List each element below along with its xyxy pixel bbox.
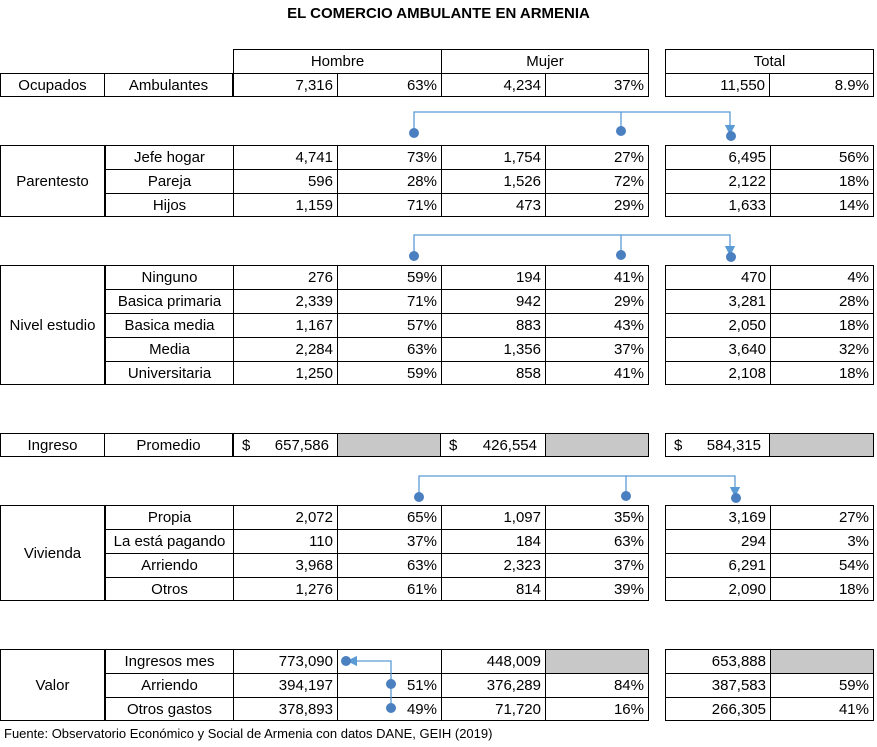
vivienda-hombre-count: 2,072 xyxy=(233,505,337,529)
vivienda-total-count: 6,291 xyxy=(665,553,770,577)
nivel-hombre-count: 1,167 xyxy=(233,313,337,337)
valor-hombre-pct: 51% xyxy=(337,673,441,697)
vivienda-mujer-count: 814 xyxy=(441,577,545,601)
parentesto-total-pct: 18% xyxy=(770,169,874,193)
vivienda-row-label: Arriendo xyxy=(105,553,233,577)
nivel-hombre-pct: 57% xyxy=(337,313,441,337)
parentesto-mujer-count: 473 xyxy=(441,193,545,217)
parentesto-mujer-count: 1,754 xyxy=(441,145,545,169)
valor-mujer-count: 448,009 xyxy=(441,649,545,673)
ocupados-mujer-count: 4,234 xyxy=(441,73,545,97)
valor-total-pct: 41% xyxy=(770,697,874,721)
vivienda-mujer-count: 2,323 xyxy=(441,553,545,577)
vivienda-total-pct: 27% xyxy=(770,505,874,529)
hombre-marker xyxy=(409,251,419,261)
mujer-marker xyxy=(621,491,631,501)
ocupados-total-pct: 8.9% xyxy=(770,73,874,97)
nivel-hombre-pct: 71% xyxy=(337,289,441,313)
valor-mujer-pct: 16% xyxy=(545,697,649,721)
nivel-total-pct: 28% xyxy=(770,289,874,313)
parentesto-mujer-pct: 72% xyxy=(545,169,649,193)
nivel-mujer-count: 942 xyxy=(441,289,545,313)
arriendo-marker xyxy=(386,679,396,689)
parentesto-row-label: Pareja xyxy=(105,169,233,193)
vivienda-hombre-pct: 37% xyxy=(337,529,441,553)
nivel-hombre-count: 2,339 xyxy=(233,289,337,313)
vivienda-connector xyxy=(414,476,741,503)
nivel-mujer-count: 194 xyxy=(441,265,545,289)
nivel-mujer-pct: 29% xyxy=(545,289,649,313)
vivienda-total-pct: 18% xyxy=(770,577,874,601)
nivel-total-count: 2,108 xyxy=(665,361,770,385)
parentesto-group-label: Parentesto xyxy=(0,145,105,217)
valor-group-label: Valor xyxy=(0,649,105,721)
ingreso-hombre-value: $ 657,586 xyxy=(233,433,337,457)
nivel-total-pct: 4% xyxy=(770,265,874,289)
vivienda-row-label: Otros xyxy=(105,577,233,601)
parentesto-hombre-pct: 28% xyxy=(337,169,441,193)
valor-total-count: 387,583 xyxy=(665,673,770,697)
valor-mujer-count: 71,720 xyxy=(441,697,545,721)
parentesto-hombre-count: 1,159 xyxy=(233,193,337,217)
parentesto-total-count: 2,122 xyxy=(665,169,770,193)
vivienda-row-label: La está pagando xyxy=(105,529,233,553)
vivienda-mujer-count: 184 xyxy=(441,529,545,553)
parentesto-row-label: Hijos xyxy=(105,193,233,217)
nivel-total-count: 2,050 xyxy=(665,313,770,337)
vivienda-hombre-count: 1,276 xyxy=(233,577,337,601)
vivienda-mujer-pct: 37% xyxy=(545,553,649,577)
nivel-total-count: 3,640 xyxy=(665,337,770,361)
header-mujer: Mujer xyxy=(441,49,649,73)
nivel-row-label: Basica media xyxy=(105,313,233,337)
ocupados-total-count: 11,550 xyxy=(665,73,770,97)
vivienda-total-pct: 3% xyxy=(770,529,874,553)
vivienda-hombre-count: 3,968 xyxy=(233,553,337,577)
header-hombre: Hombre xyxy=(233,49,441,73)
parentesto-total-count: 1,633 xyxy=(665,193,770,217)
parentesto-hombre-pct: 71% xyxy=(337,193,441,217)
total-marker xyxy=(726,252,736,262)
valor-hombre-count: 773,090 xyxy=(233,649,337,673)
nivel-row-label: Ninguno xyxy=(105,265,233,289)
parentesto-row-label: Jefe hogar xyxy=(105,145,233,169)
vivienda-hombre-pct: 61% xyxy=(337,577,441,601)
valor-total-count: 653,888 xyxy=(665,649,770,673)
parentesto-total-pct: 14% xyxy=(770,193,874,217)
header-total: Total xyxy=(665,49,874,73)
vivienda-total-count: 3,169 xyxy=(665,505,770,529)
nivel-hombre-count: 276 xyxy=(233,265,337,289)
nivel-mujer-pct: 41% xyxy=(545,265,649,289)
ocupados-hombre-count: 7,316 xyxy=(233,73,337,97)
valor-hombre-count: 378,893 xyxy=(233,697,337,721)
valor-total-pct: 59% xyxy=(770,673,874,697)
vivienda-row-label: Propia xyxy=(105,505,233,529)
ingreso-row-label: Promedio xyxy=(105,433,233,457)
ocupados-group-label: Ocupados xyxy=(0,73,105,97)
parentesto-mujer-count: 1,526 xyxy=(441,169,545,193)
vivienda-hombre-pct: 63% xyxy=(337,553,441,577)
nivel-total-pct: 18% xyxy=(770,361,874,385)
page-title: EL COMERCIO AMBULANTE EN ARMENIA xyxy=(287,5,590,22)
ocupados-row-label: Ambulantes xyxy=(105,73,233,97)
nivel-total-count: 470 xyxy=(665,265,770,289)
valor-mujer-pct: 84% xyxy=(545,673,649,697)
nivel-hombre-count: 2,284 xyxy=(233,337,337,361)
otros-gastos-marker xyxy=(386,703,396,713)
ingreso-mujer-value: $ 426,554 xyxy=(441,433,545,457)
parentesto-connector xyxy=(409,112,736,141)
valor-hombre-pct: 49% xyxy=(337,697,441,721)
vivienda-group-label: Vivienda xyxy=(0,505,105,601)
mujer-marker xyxy=(616,126,626,136)
valor-mujer-count: 376,289 xyxy=(441,673,545,697)
total-marker xyxy=(726,131,736,141)
nivel-mujer-pct: 43% xyxy=(545,313,649,337)
ocupados-mujer-pct: 37% xyxy=(545,73,649,97)
nivel-row-label: Basica primaria xyxy=(105,289,233,313)
nivel-row-label: Media xyxy=(105,337,233,361)
nivel-hombre-pct: 59% xyxy=(337,361,441,385)
nivel-total-pct: 32% xyxy=(770,337,874,361)
nivel-hombre-count: 1,250 xyxy=(233,361,337,385)
vivienda-mujer-count: 1,097 xyxy=(441,505,545,529)
parentesto-mujer-pct: 29% xyxy=(545,193,649,217)
parentesto-total-count: 6,495 xyxy=(665,145,770,169)
valor-row-label: Otros gastos xyxy=(105,697,233,721)
hombre-marker xyxy=(414,492,424,502)
total-marker xyxy=(731,493,741,503)
vivienda-total-count: 294 xyxy=(665,529,770,553)
vivienda-mujer-pct: 63% xyxy=(545,529,649,553)
hombre-marker xyxy=(409,128,419,138)
nivel-row-label: Universitaria xyxy=(105,361,233,385)
nivel-total-pct: 18% xyxy=(770,313,874,337)
vivienda-mujer-pct: 39% xyxy=(545,577,649,601)
valor-row-label: Ingresos mes xyxy=(105,649,233,673)
valor-connector xyxy=(341,656,396,713)
parentesto-hombre-count: 596 xyxy=(233,169,337,193)
valor-row-label: Arriendo xyxy=(105,673,233,697)
valor-total-count: 266,305 xyxy=(665,697,770,721)
vivienda-total-pct: 54% xyxy=(770,553,874,577)
nivel-mujer-count: 1,356 xyxy=(441,337,545,361)
nivel-total-count: 3,281 xyxy=(665,289,770,313)
vivienda-mujer-pct: 35% xyxy=(545,505,649,529)
source-note: Fuente: Observatorio Económico y Social de Armenia con datos DANE, GEIH (2019) xyxy=(4,726,493,741)
ingreso-group-label: Ingreso xyxy=(0,433,105,457)
ingreso-total-value: $ 584,315 xyxy=(665,433,770,457)
parentesto-hombre-count: 4,741 xyxy=(233,145,337,169)
parentesto-total-pct: 56% xyxy=(770,145,874,169)
ingresos-marker xyxy=(341,656,351,666)
nivel-mujer-pct: 37% xyxy=(545,337,649,361)
nivel-mujer-count: 883 xyxy=(441,313,545,337)
nivel-mujer-count: 858 xyxy=(441,361,545,385)
nivel-mujer-pct: 41% xyxy=(545,361,649,385)
valor-hombre-count: 394,197 xyxy=(233,673,337,697)
nivel-connector xyxy=(409,235,736,262)
vivienda-hombre-pct: 65% xyxy=(337,505,441,529)
nivel-hombre-pct: 63% xyxy=(337,337,441,361)
mujer-marker xyxy=(616,250,626,260)
parentesto-hombre-pct: 73% xyxy=(337,145,441,169)
nivel-group-label: Nivel estudio xyxy=(0,265,105,385)
nivel-hombre-pct: 59% xyxy=(337,265,441,289)
parentesto-mujer-pct: 27% xyxy=(545,145,649,169)
vivienda-total-count: 2,090 xyxy=(665,577,770,601)
ocupados-hombre-pct: 63% xyxy=(337,73,441,97)
vivienda-hombre-count: 110 xyxy=(233,529,337,553)
